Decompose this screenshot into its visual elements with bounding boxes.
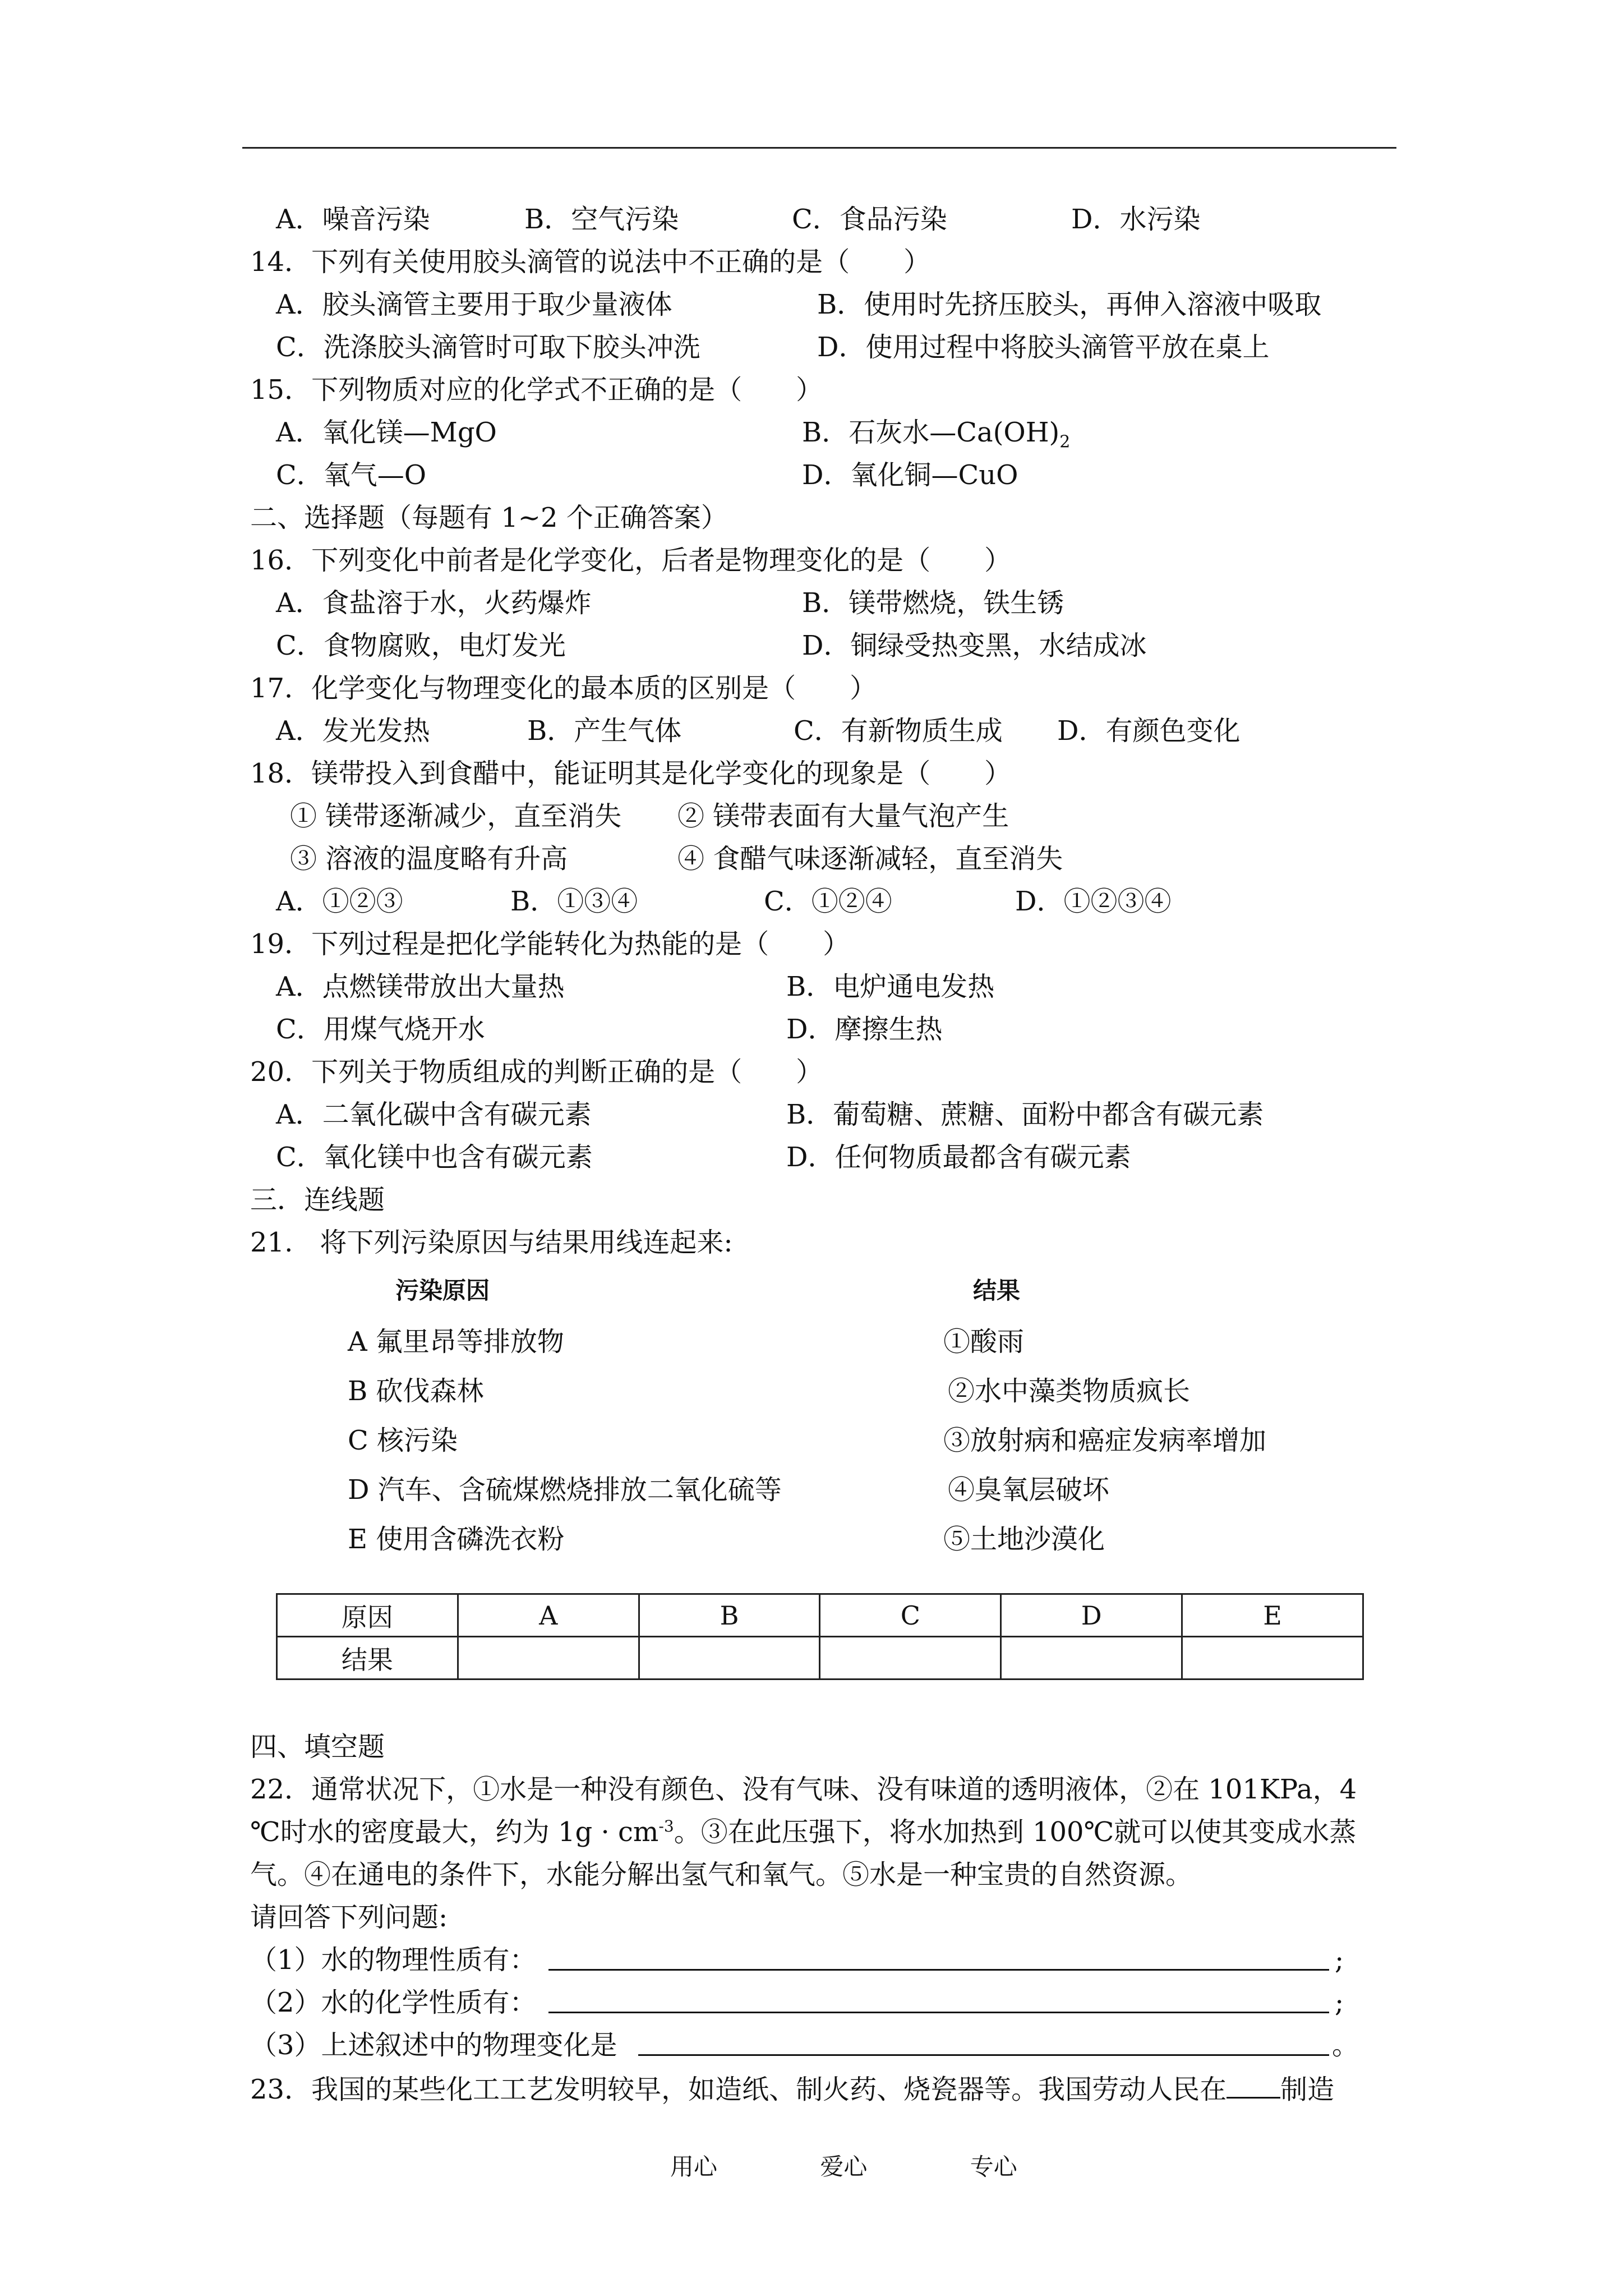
section2-heading: 二、选择题（每题有 1~2 个正确答案） — [250, 502, 728, 533]
table-cell-c: C — [820, 1594, 1001, 1637]
q21-stem: 21. 将下列污染原因与结果用线连起来: — [250, 1227, 733, 1258]
q21-cause-c: C 核污染 — [348, 1425, 458, 1456]
table-row — [277, 1637, 1363, 1680]
q22-superscript: -3 — [658, 1817, 674, 1835]
q17-option-c: C．有新物质生成 — [794, 715, 1003, 747]
q14-option-d: D．使用过程中将胶头滴管平放在桌上 — [817, 332, 1270, 363]
q20-option-c: C．氧化镁中也含有碳元素 — [276, 1142, 593, 1173]
q23-blank[interactable] — [1227, 2074, 1280, 2099]
q15-option-d: D．氧化铜—CuO — [802, 459, 1018, 491]
page-footer — [670, 2155, 1113, 2179]
table-cell-result-label: 结果 — [277, 1637, 458, 1680]
q18-option-d: D．①②③④ — [1015, 886, 1172, 917]
q15-option-c: C．氧气—O — [276, 459, 427, 491]
q15-option-b-subscript: 2 — [1059, 432, 1071, 452]
q15-option-a: A．氧化镁—MgO — [276, 417, 497, 448]
q14-stem: 14．下列有关使用胶头滴管的说法中不正确的是（ ） — [250, 246, 931, 278]
answer-cell-c[interactable] — [820, 1637, 1001, 1680]
q19-option-b: B．电炉通电发热 — [786, 971, 995, 1002]
q14-option-b: B．使用时先挤压胶头，再伸入溶液中吸取 — [817, 289, 1322, 320]
answer-cell-a[interactable] — [458, 1637, 639, 1680]
q16-option-a: A．食盐溶于水，火药爆炸 — [276, 587, 592, 619]
q22-line-2 — [250, 1816, 1357, 1848]
footer-item: 爱心 — [820, 2153, 868, 2180]
q21-cause-b: B 砍伐森林 — [348, 1375, 484, 1407]
footer-item: 专心 — [970, 2153, 1017, 2180]
q16-stem: 16．下列变化中前者是化学变化，后者是物理变化的是（ ） — [250, 545, 1012, 576]
q18-item-4: ④ 食醋气味逐渐减轻，直至消失 — [677, 843, 1063, 875]
q22-sub2-label: （2）水的化学性质有： — [250, 1987, 537, 2018]
q18-option-a: A．①②③ — [276, 886, 403, 917]
q22-sub3-period: 。 — [1332, 2030, 1359, 2061]
q20-stem: 20．下列关于物质组成的判断正确的是（ ） — [250, 1056, 823, 1088]
table-cell-b: B — [639, 1594, 820, 1637]
table-cell-e: E — [1182, 1594, 1363, 1637]
q13-option-d: D．水污染 — [1071, 204, 1201, 235]
q22-sub1-semicolon: ; — [1335, 1944, 1344, 1976]
q18-item-1: ① 镁带逐渐减少，直至消失 — [290, 800, 622, 832]
header-rule — [242, 147, 1396, 149]
footer-item: 用心 — [670, 2153, 718, 2180]
q20-option-b: B．葡萄糖、蔗糖、面粉中都含有碳元素 — [786, 1099, 1264, 1130]
q22-sub2-blank[interactable] — [548, 1989, 1329, 2013]
q16-option-c: C．食物腐败，电灯发光 — [276, 630, 566, 661]
q18-item-2: ② 镁带表面有大量气泡产生 — [677, 800, 1009, 832]
q23-text-after: 制造 — [1280, 2074, 1335, 2105]
table-cell-header: 原因 — [277, 1594, 458, 1637]
q14-option-c: C．洗涤胶头滴管时可取下胶头冲洗 — [276, 332, 700, 363]
q21-result-1: ①酸雨 — [943, 1326, 1025, 1358]
q17-option-d: D．有颜色变化 — [1057, 715, 1241, 747]
q22-sub3-blank[interactable] — [638, 2032, 1329, 2056]
table-cell-d: D — [1001, 1594, 1182, 1637]
answer-cell-b[interactable] — [639, 1637, 820, 1680]
q18-option-b: B．①③④ — [510, 886, 638, 917]
q17-stem: 17．化学变化与物理变化的最本质的区别是（ ） — [250, 673, 877, 704]
q22-sub1-blank[interactable] — [548, 1947, 1329, 1971]
q13-option-c: C．食品污染 — [792, 204, 947, 235]
q21-cause-d: D 汽车、含硫煤燃烧排放二氧化硫等 — [348, 1474, 782, 1506]
q21-cause-a: A 氟里昂等排放物 — [348, 1326, 564, 1358]
q22-line-2a: ℃时水的密度最大，约为 1g · cm — [250, 1816, 659, 1848]
q22-line-3: 气。④在通电的条件下，水能分解出氢气和氧气。⑤水是一种宝贵的自然资源。 — [250, 1859, 1193, 1890]
q15-stem: 15．下列物质对应的化学式不正确的是（ ） — [250, 374, 823, 406]
q22-prompt: 请回答下列问题: — [250, 1902, 448, 1933]
q19-option-d: D．摩擦生热 — [786, 1014, 943, 1045]
table-row — [277, 1594, 1363, 1637]
q13-option-b: B．空气污染 — [524, 204, 679, 235]
table-cell-a: A — [458, 1594, 639, 1637]
q23-text — [250, 2074, 1334, 2103]
q18-stem: 18．镁带投入到食醋中，能证明其是化学变化的现象是（ ） — [250, 758, 1012, 789]
q17-option-b: B．产生气体 — [527, 715, 682, 747]
q22-sub2-semicolon: ; — [1335, 1987, 1344, 2018]
answer-cell-d[interactable] — [1001, 1637, 1182, 1680]
q21-cause-e: E 使用含磷洗衣粉 — [348, 1524, 565, 1555]
q21-result-header: 结果 — [973, 1277, 1021, 1304]
q18-item-3: ③ 溶液的温度略有升高 — [290, 843, 568, 875]
q23-text-before: 23．我国的某些化工工艺发明较早，如造纸、制火药、烧瓷器等。我国劳动人民在 — [250, 2074, 1227, 2105]
q21-result-2: ②水中藻类物质疯长 — [948, 1375, 1191, 1407]
q14-option-a: A．胶头滴管主要用于取少量液体 — [276, 289, 672, 320]
q19-option-c: C．用煤气烧开水 — [276, 1014, 485, 1045]
q17-option-a: A．发光发热 — [276, 715, 430, 747]
q16-option-d: D．铜绿受热变黑，水结成冰 — [802, 630, 1147, 661]
q15-option-b-text: B．石灰水—Ca(OH) — [802, 417, 1060, 448]
answer-cell-e[interactable] — [1182, 1637, 1363, 1680]
q19-option-a: A．点燃镁带放出大量热 — [276, 971, 565, 1002]
q18-option-c: C．①②④ — [764, 886, 892, 917]
q21-cause-header: 污染原因 — [395, 1277, 490, 1304]
q16-option-b: B．镁带燃烧，铁生锈 — [802, 587, 1064, 619]
section4-heading: 四、填空题 — [250, 1731, 385, 1763]
q19-stem: 19．下列过程是把化学能转化为热能的是（ ） — [250, 928, 850, 960]
section3-heading: 三．连线题 — [250, 1184, 385, 1216]
q22-sub1-label: （1）水的物理性质有： — [250, 1944, 537, 1976]
q21-result-4: ④臭氧层破坏 — [948, 1474, 1110, 1506]
q22-line-2b: 。③在此压强下，将水加热到 100℃就可以使其变成水蒸 — [674, 1816, 1357, 1848]
q15-option-b — [802, 419, 1070, 451]
q22-sub3-label: （3）上述叙述中的物理变化是 — [250, 2030, 617, 2061]
q13-option-a: A．噪音污染 — [276, 204, 430, 235]
q20-option-d: D．任何物质最都含有碳元素 — [786, 1142, 1131, 1173]
q22-line-1: 22．通常状况下，①水是一种没有颜色、没有气味、没有味道的透明液体，②在 101KPa，4 — [250, 1774, 1357, 1805]
q21-answer-table — [276, 1593, 1364, 1680]
q21-result-5: ⑤土地沙漠化 — [943, 1524, 1105, 1555]
q20-option-a: A．二氧化碳中含有碳元素 — [276, 1099, 592, 1130]
q21-result-3: ③放射病和癌症发病率增加 — [943, 1425, 1267, 1456]
